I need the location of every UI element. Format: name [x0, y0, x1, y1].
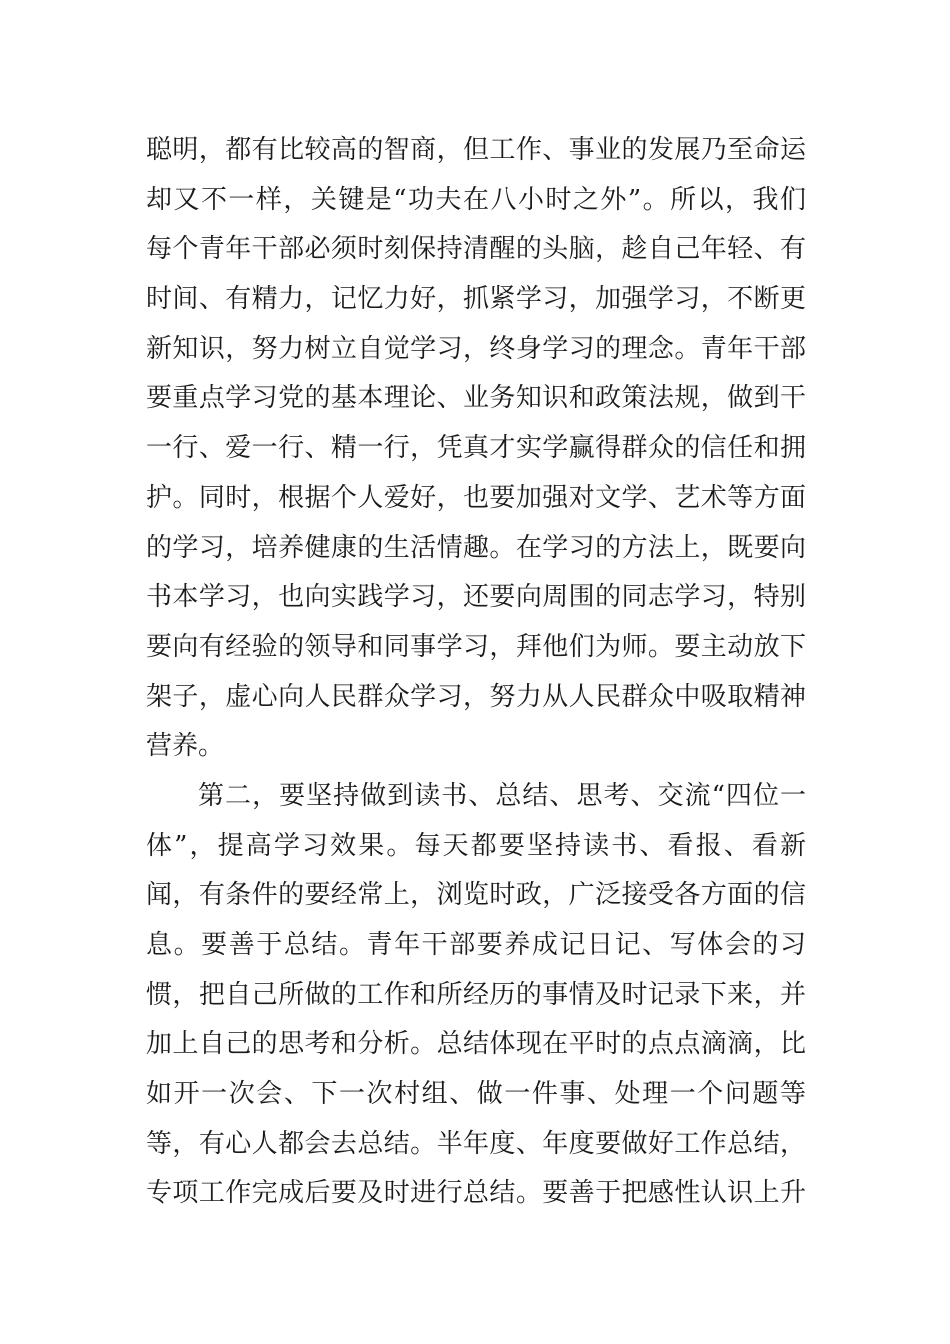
text-line: 第二，要坚持做到读书、总结、思考、交流“四位一	[198, 780, 806, 811]
text-line: 惯，把自己所做的工作和所经历的事情及时记录下来，并	[146, 979, 806, 1010]
text-line: 却又不一样，关键是“功夫在八小时之外”。所以，我们	[146, 184, 806, 215]
text-line: 要重点学习党的基本理论、业务知识和政策法规，做到干	[146, 383, 806, 414]
text-line: 营养。	[146, 731, 225, 762]
text-line: 要向有经验的领导和同事学习，拜他们为师。要主动放下	[146, 631, 806, 662]
text-line: 新知识，努力树立自觉学习，终身学习的理念。青年干部	[146, 333, 806, 364]
text-line: 专项工作完成后要及时进行总结。要善于把感性认识上升	[146, 1178, 806, 1209]
text-line: 息。要善于总结。青年干部要养成记日记、写体会的习	[146, 930, 806, 960]
text-line: 加上自己的思考和分析。总结体现在平时的点点滴滴，比	[146, 1029, 806, 1060]
text-line: 的学习，培养健康的生活情趣。在学习的方法上，既要向	[146, 532, 806, 563]
text-line: 书本学习，也向实践学习，还要向周围的同志学习，特别	[146, 582, 806, 613]
text-line: 体”，提高学习效果。每天都要坚持读书、看报、看新	[146, 830, 806, 861]
text-line: 一行、爱一行、精一行，凭真才实学赢得群众的信任和拥	[146, 433, 806, 464]
text-line: 如开一次会、下一次村组、做一件事、处理一个问题等	[146, 1079, 806, 1110]
text-line: 架子，虚心向人民群众学习，努力从人民群众中吸取精神	[146, 681, 806, 712]
text-line: 闻，有条件的要经常上，浏览时政，广泛接受各方面的信	[146, 880, 806, 911]
text-line: 等，有心人都会去总结。半年度、年度要做好工作总结，	[146, 1128, 806, 1159]
text-line: 每个青年干部必须时刻保持清醒的头脑，趁自己年轻、有	[146, 234, 806, 265]
text-line: 聪明，都有比较高的智商，但工作、事业的发展乃至命运	[146, 135, 806, 165]
body-text	[146, 126, 806, 1219]
text-line: 护。同时，根据个人爱好，也要加强对文学、艺术等方面	[146, 482, 806, 513]
text-line: 时间、有精力，记忆力好，抓紧学习，加强学习，不断更	[146, 284, 806, 315]
